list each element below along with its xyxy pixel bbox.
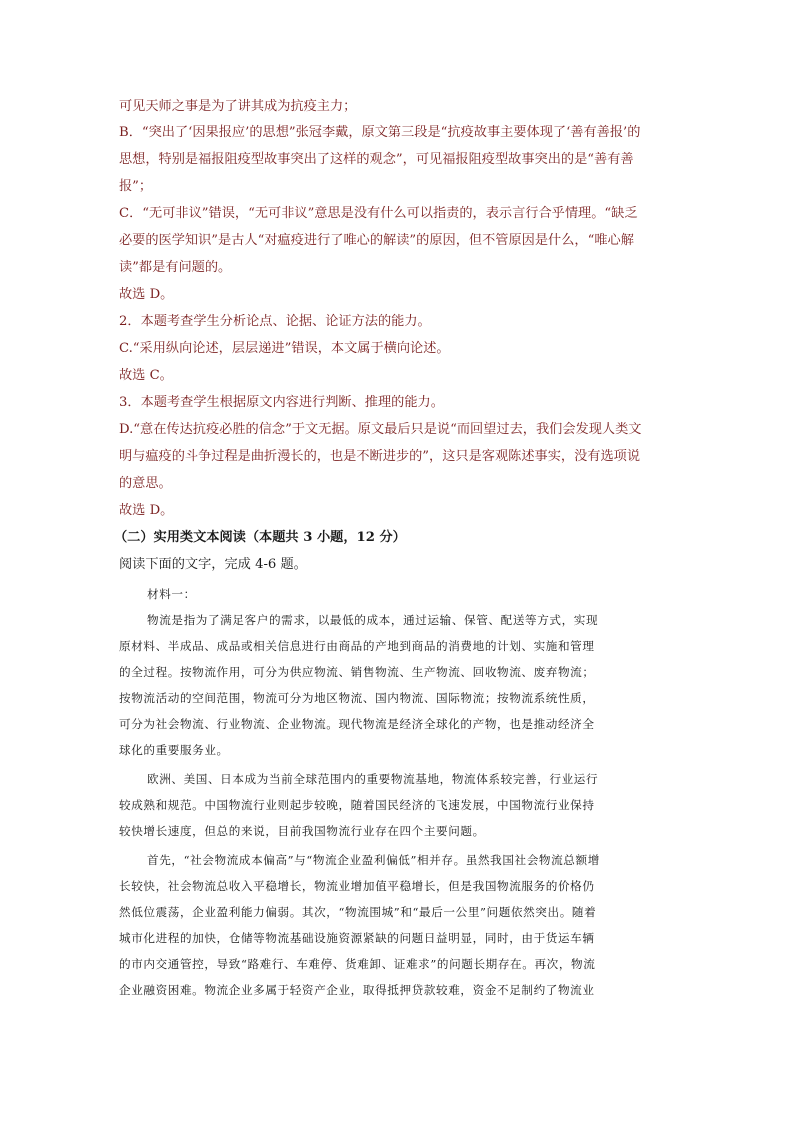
section-heading: （二）实用类文本阅读（本题共 3 小题，12 分）	[114, 530, 406, 545]
material-paragraph-line: 首先，“社会物流成本偏高”与“物流企业盈利偏低”相并存。虽然我国社会物流总额增	[147, 853, 600, 867]
material-paragraph-line: 欧洲、美国、日本成为当前全球范围内的重要物流基地，物流体系较完善，行业运行	[147, 772, 599, 786]
material-paragraph-line: 物流是指为了满足客户的需求，以最低的成本，通过运输、保管、配送等方式，实现	[147, 613, 599, 627]
material-paragraph-line: 较成熟和规范。中国物流行业则起步较晚，随着国民经济的飞速发展，中国物流行业保持	[119, 798, 595, 812]
material-paragraph-line: 可分为社会物流、行业物流、企业物流。现代物流是经济全球化的产物，也是推动经济全	[119, 717, 595, 731]
material-paragraph-line: 长较快，社会物流总收入平稳增长，物流业增加值平稳增长，但是我国物流服务的价格仍	[119, 879, 595, 893]
material-paragraph-line: 较快增长速度，但总的来说，目前我国物流行业存在四个主要问题。	[119, 824, 485, 838]
answer-line: 的意思。	[119, 476, 172, 491]
material-paragraph-line: 按物流活动的空间范围，物流可分为地区物流、国内物流、国际物流；按物流系统性质，	[119, 691, 595, 705]
answer-line: C.“采用纵向论述，层层递进”错误，本文属于横向论述。	[119, 341, 450, 356]
answer-line: 故选 D。	[119, 503, 174, 518]
answer-line: 思想，特别是福报阻疫型故事突出了这样的观念”，可见福报阻疫型故事突出的是“善有善	[119, 152, 634, 167]
material-paragraph-line: 的全过程。按物流作用，可分为供应物流、销售物流、生产物流、回收物流、废弃物流；	[119, 665, 595, 679]
material-label: 材料一：	[147, 587, 196, 601]
answer-line: 必要的医学知识”是古人“对瘟疫进行了唯心的解读”的原因，但不管原因是什么，“唯心解	[119, 233, 634, 248]
material-paragraph-line: 然低位震荡，企业盈利能力偏弱。其次，“物流围城”和“最后一公里”问题依然突出。随着	[119, 905, 597, 919]
material-paragraph-line: 城市化进程的加快，仓储等物流基础设施资源紧缺的问题日益明显，同时，由于货运车辆	[119, 931, 595, 945]
material-paragraph-line: 的市内交通管控，导致“路难行、车难停、货难卸、证难求”的问题长期存在。再次，物流	[119, 957, 596, 971]
answer-line: 3．本题考查学生根据原文内容进行判断、推理的能力。	[119, 395, 444, 410]
material-paragraph-line: 原材料、半成品、成品或相关信息进行由商品的产地到商品的消费地的计划、实施和管理	[119, 639, 595, 653]
answer-line: C．“无可非议”错误，“无可非议”意思是没有什么可以指责的，表示言行合乎情理。“缺乏	[119, 206, 638, 221]
answer-line: 2．本题考查学生分析论点、论据、论证方法的能力。	[119, 314, 431, 329]
answer-line: 读”都是有问题的。	[119, 260, 232, 275]
material-paragraph-line: 球化的重要服务业。	[119, 743, 229, 757]
answer-line: 故选 C。	[119, 368, 173, 383]
answer-line: 可见天师之事是为了讲其成为抗疫主力；	[119, 99, 357, 114]
answer-line: D.“意在传达抗疫必胜的信念”于文无据。原文最后只是说“而回望过去，我们会发现人类文	[119, 422, 642, 437]
answer-line: 故选 D。	[119, 287, 174, 302]
answer-line: 报”；	[119, 179, 153, 194]
answer-line: B．“突出了‘因果报应’的思想”张冠李戴，原文第三段是“抗疫故事主要体现了‘善有善报’的	[119, 125, 641, 140]
answer-line: 明与瘟疫的斗争过程是曲折漫长的，也是不断进步的”，这只是客观陈述事实，没有选项说	[119, 449, 641, 464]
instruction-text: 阅读下面的文字，完成 4-6 题。	[119, 557, 307, 572]
material-paragraph-line: 企业融资困难。物流企业多属于轻资产企业，取得抵押贷款较难，资金不足制约了物流业	[119, 983, 595, 997]
